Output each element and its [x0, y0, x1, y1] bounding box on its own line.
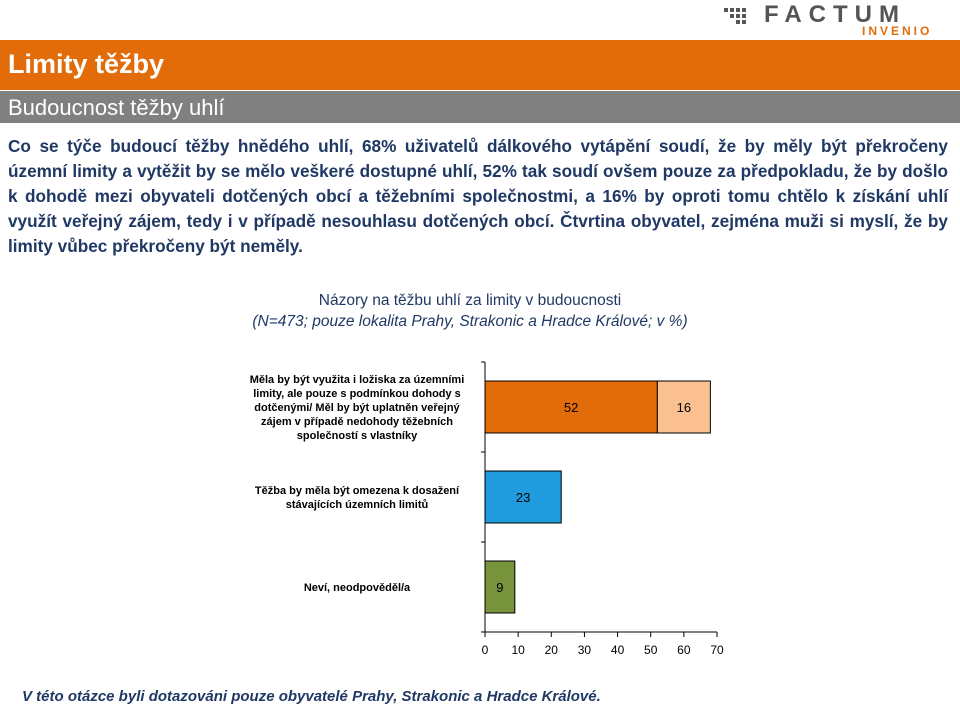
category-label: Těžba by měla být omezena k dosažení	[254, 485, 460, 497]
category-label: stávajících územních limitů	[285, 499, 429, 511]
x-tick-label: 60	[677, 643, 691, 657]
x-tick-label: 30	[577, 643, 592, 657]
x-tick-label: 10	[511, 643, 525, 657]
category-label: Neví, neodpověděl/a	[303, 582, 411, 594]
x-tick-label: 40	[610, 643, 625, 657]
category-label: Měla by být využita i ložiska za územními	[249, 374, 465, 386]
category-label: limity, ale pouze s podmínkou dohody s	[253, 388, 461, 400]
chart-subtitle: (N=473; pouze lokalita Prahy, Strakonic a Hradce Králové; v %)	[252, 313, 688, 330]
x-tick-label: 50	[644, 643, 658, 657]
data-label: 23	[515, 490, 531, 505]
category-label: dotčenými/ Měl by být uplatněn veřejný	[254, 402, 460, 414]
page-subtitle: Budoucnost těžby uhlí	[8, 95, 225, 120]
footnote: V této otázce byli dotazováni pouze obyvatelé Prahy, Strakonic a Hradce Králové.	[22, 688, 601, 705]
x-tick-label: 20	[544, 643, 558, 657]
data-label: 16	[676, 400, 692, 415]
data-label: 52	[563, 400, 579, 415]
data-label: 9	[496, 580, 504, 595]
logo-text: FACTUM	[764, 2, 906, 28]
intro-paragraph: Co se týče budoucí těžby hnědého uhlí, 68% uživatelů dálkového vytápění soudí, že by měly být překročeny územní limity a vytěžit by se mělo veškeré dostupné uhlí, 52% tak soudí ovšem pouze za předpokladu, že by došlo k dohodě mezi obyvateli dotčených obcí a těžebními společnostmi, a 16% by oproti tomu chtělo k získání uhlí využít veřejný zájem, tedy i v případě nesouhlasu dotčených obcí. Čtvrtina obyvatel, zejména muži si myslí, že by limity vůbec překročeny být neměly.	[8, 136, 948, 256]
x-tick-label: 0	[481, 643, 489, 657]
chart-title: Názory na těžbu uhlí za limity v budoucnosti	[318, 292, 622, 309]
x-tick-label: 70	[710, 643, 724, 657]
page-title: Limity těžby	[8, 49, 165, 79]
category-label: zájem v případě nedohody těžebních	[261, 416, 453, 428]
logo-subtext: INVENIO	[862, 24, 933, 38]
category-label: společností s vlastníky	[296, 430, 418, 442]
